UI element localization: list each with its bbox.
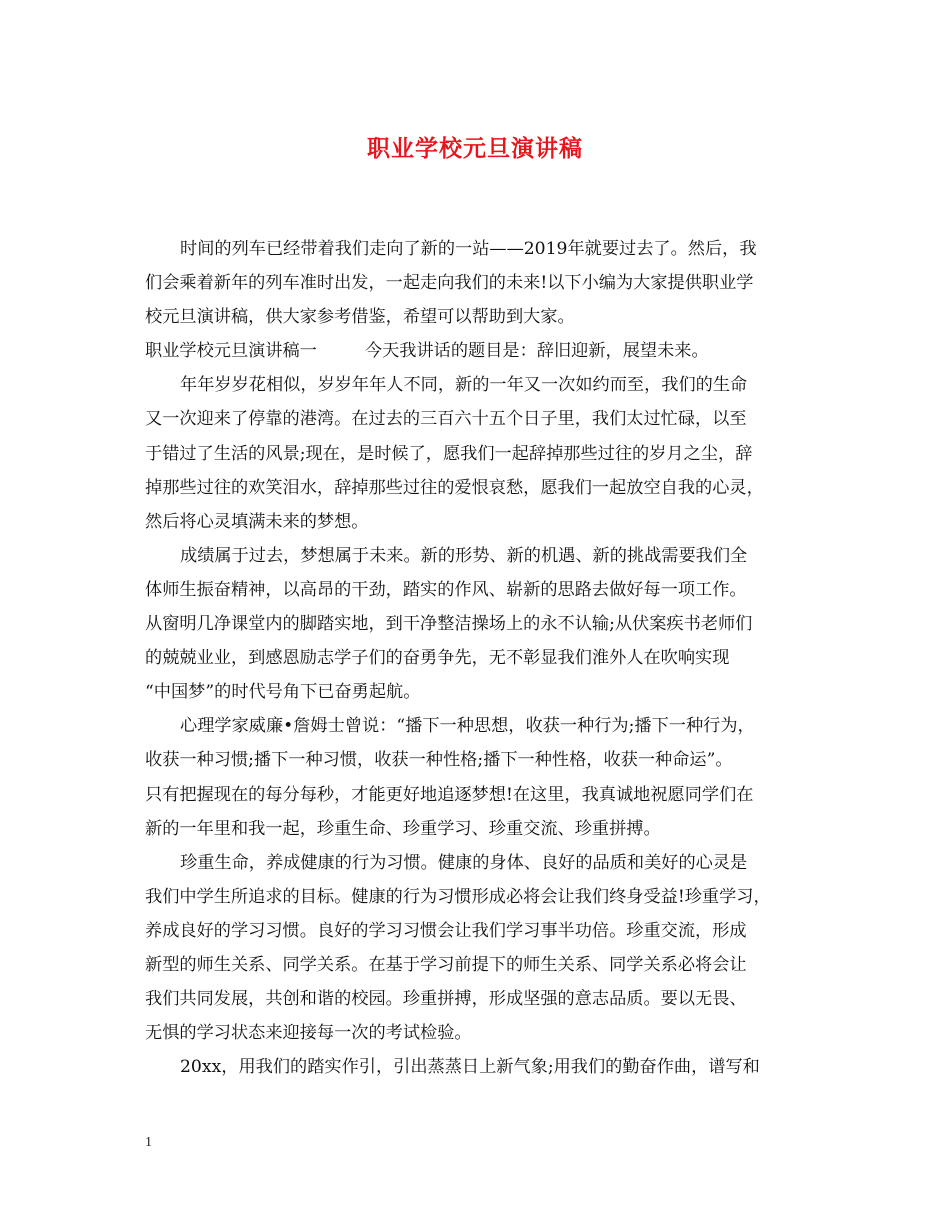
paragraph-line: 体师生振奋精神，以高昂的干劲，踏实的作风、崭新的思路去做好每一项工作。 [145,579,747,600]
paragraph-line: 又一次迎来了停靠的港湾。在过去的三百六十五个日子里，我们太过忙碌，以至 [145,409,747,430]
paragraph-line: 养成良好的学习习惯。良好的学习习惯会让我们学习事半功倍。珍重交流，形成 [145,920,747,941]
paragraph-line: 20xx，用我们的踏实作引，引出蒸蒸日上新气象;用我们的勤奋作曲，谱写和 [180,1057,760,1078]
paragraph-line: 心理学家威廉•詹姆士曾说：“播下一种思想，收获一种行为;播下一种行为， [180,716,755,737]
paragraph-line: 从窗明几净课堂内的脚踏实地，到干净整洁操场上的永不认输;从伏案疾书老师们 [145,614,753,635]
paragraph-line: 于错过了生活的风景;现在，是时候了，愿我们一起辞掉那些过往的岁月之尘，辞 [145,443,753,464]
document-title: 职业学校元旦演讲稿 [367,135,583,162]
paragraph-line: 只有把握现在的每分每秒，才能更好地追逐梦想!在这里，我真诚地祝愿同学们在 [145,784,754,805]
paragraph-line: 年年岁岁花相似，岁岁年年人不同，新的一年又一次如约而至，我们的生命 [180,375,748,396]
paragraph-line: 掉那些过往的欢笑泪水，辞掉那些过往的爱恨哀愁，愿我们一起放空自我的心灵， [145,477,764,498]
paragraph-line: 珍重生命，养成健康的行为习惯。健康的身体、良好的品质和美好的心灵是 [180,852,748,873]
paragraph-line: 我们共同发展，共创和谐的校园。珍重拼搏，形成坚强的意志品质。要以无畏、 [145,989,747,1010]
section-heading-line [145,334,815,368]
section-heading: 职业学校元旦演讲稿一 [145,341,317,362]
paragraph-line: 成绩属于过去，梦想属于未来。新的形势、新的机遇、新的挑战需要我们全 [180,545,748,566]
intro-line-2: 们会乘着新年的列车准时出发，一起走向我们的未来!以下小编为大家提供职业学 [145,273,754,294]
paragraph-line: “中国梦”的时代号角下已奋勇起航。 [145,682,421,703]
paragraph-line: 收获一种习惯;播下一种习惯，收获一种性格;播下一种性格，收获一种命运”。 [145,750,733,771]
paragraph-line: 的兢兢业业，到感恩励志学子们的奋勇争先，无不彰显我们淮外人在吹响实现 [145,648,730,669]
page-number: 1 [145,1135,152,1150]
document-body [145,232,815,1084]
paragraph-line: 新的一年里和我一起，珍重生命、珍重学习、珍重交流、珍重拼搏。 [145,818,661,839]
paragraph-line: 我们中学生所追求的目标。健康的行为习惯形成必将会让我们终身受益!珍重学习， [145,886,771,907]
section-first-sentence: 今天我讲话的题目是：辞旧迎新，展望未来。 [364,341,709,362]
intro-line-1: 时间的列车已经带着我们走向了新的一站——2019年就要过去了。然后，我 [180,239,757,259]
paragraph-line: 无惧的学习状态来迎接每一次的考试检验。 [145,1023,472,1044]
paragraph-line: 然后将心灵填满未来的梦想。 [145,511,369,532]
paragraph-line: 新型的师生关系、同学关系。在基于学习前提下的师生关系、同学关系必将会让 [145,954,747,975]
intro-line-3: 校元旦演讲稿，供大家参考借鉴，希望可以帮助到大家。 [145,307,575,328]
